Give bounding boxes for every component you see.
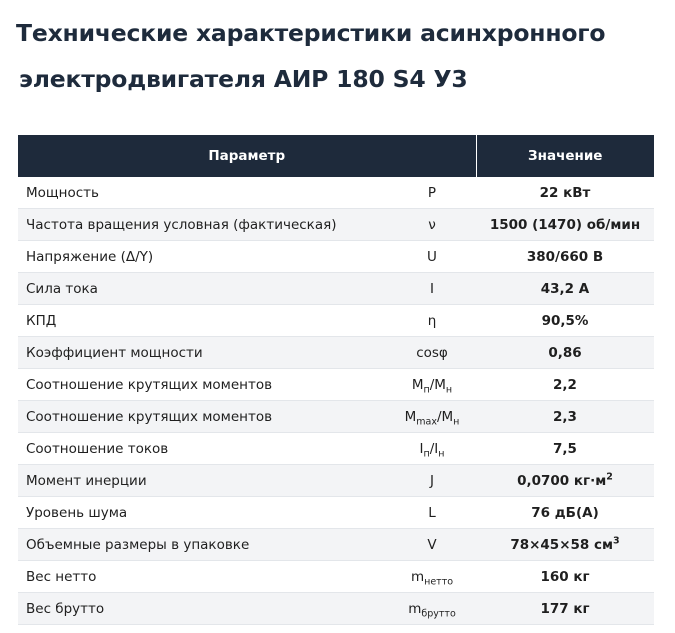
parameter-value xyxy=(476,593,654,625)
value-text: 0,86 xyxy=(548,344,582,361)
parameter-symbol xyxy=(388,497,476,529)
symbol-part-sym: m xyxy=(410,568,425,585)
table-row xyxy=(18,369,654,401)
table-row xyxy=(18,401,654,433)
value-superscript: 3 xyxy=(613,535,620,546)
table-header xyxy=(18,135,654,177)
parameter-name: Соотношение токов xyxy=(18,433,388,465)
parameter-value xyxy=(476,177,654,209)
parameter-value xyxy=(476,337,654,369)
symbol-part-sym2: /M xyxy=(429,376,446,393)
parameter-name: Коэффициент мощности xyxy=(18,337,388,369)
parameter-symbol xyxy=(388,529,476,561)
symbol-part-sym2-sub: н xyxy=(453,416,460,428)
parameter-value xyxy=(476,369,654,401)
parameter-name: Момент инерции xyxy=(18,465,388,497)
parameter-symbol xyxy=(388,465,476,497)
title-line-1: Технические характеристики асинхронного xyxy=(16,19,606,47)
parameter-value xyxy=(476,401,654,433)
parameter-symbol xyxy=(388,305,476,337)
parameter-symbol xyxy=(388,209,476,241)
value-text: 2,3 xyxy=(553,408,577,425)
value-text: 0,0700 кг·м xyxy=(517,472,607,489)
parameter-value xyxy=(476,209,654,241)
parameter-name: Уровень шума xyxy=(18,497,388,529)
value-text: 2,2 xyxy=(553,376,577,393)
symbol-part-sym: ν xyxy=(428,216,436,233)
parameter-name: Соотношение крутящих моментов xyxy=(18,401,388,433)
symbol-part-sym: U xyxy=(427,248,437,265)
symbol-part-sym: m xyxy=(408,600,422,617)
parameter-value xyxy=(476,529,654,561)
table-row xyxy=(18,273,654,305)
value-text: 177 кг xyxy=(540,600,590,617)
parameter-value xyxy=(476,241,654,273)
header-parameter: Параметр xyxy=(18,135,476,177)
parameter-name: Сила тока xyxy=(18,273,388,305)
table-row xyxy=(18,305,654,337)
table-row xyxy=(18,337,654,369)
symbol-part-sym: cosφ xyxy=(416,344,448,361)
symbol-part-sym-sub: нетто xyxy=(424,576,454,588)
value-text: 76 дБ(А) xyxy=(531,504,599,521)
value-text: 78×45×58 см xyxy=(510,536,614,553)
parameter-name: Частота вращения условная (фактическая) xyxy=(18,209,388,241)
symbol-part-sym2-sub: н xyxy=(438,448,445,460)
table-row xyxy=(18,529,654,561)
symbol-part-sym2: /I xyxy=(429,440,439,457)
parameter-symbol xyxy=(388,401,476,433)
symbol-part-sym: M xyxy=(411,376,424,393)
symbol-part-sym2-sub: н xyxy=(445,384,453,396)
parameter-name: Объемные размеры в упаковке xyxy=(18,529,388,561)
symbol-part-sym2: /M xyxy=(436,408,454,425)
page-title xyxy=(16,10,656,102)
title-line-2: электродвигателя АИР 180 S4 У3 xyxy=(19,65,468,93)
value-text: 90,5% xyxy=(541,312,589,329)
table-row xyxy=(18,433,654,465)
symbol-part-sym: V xyxy=(427,536,437,553)
symbol-part-sym: P xyxy=(427,184,437,201)
symbol-part-sym-sub: брутто xyxy=(421,608,456,620)
parameter-name: Соотношение крутящих моментов xyxy=(18,369,388,401)
parameter-symbol xyxy=(388,337,476,369)
header-row xyxy=(18,135,654,177)
value-text: 380/660 В xyxy=(526,248,604,265)
value-text: 7,5 xyxy=(553,440,577,457)
parameter-symbol xyxy=(388,273,476,305)
value-text: 160 кг xyxy=(540,568,590,585)
symbol-part-sym-sub: п xyxy=(423,384,430,396)
parameter-name: Вес нетто xyxy=(18,561,388,593)
symbol-part-sym: η xyxy=(427,312,437,329)
symbol-part-sym: J xyxy=(430,472,434,489)
parameter-name: Вес брутто xyxy=(18,593,388,625)
table-row xyxy=(18,209,654,241)
parameter-name: Мощность xyxy=(18,177,388,209)
parameter-value xyxy=(476,561,654,593)
symbol-part-sym: I xyxy=(430,280,434,297)
value-superscript: 2 xyxy=(606,471,613,482)
parameter-value xyxy=(476,273,654,305)
table-row xyxy=(18,561,654,593)
parameter-name: Напряжение (Δ/Y) xyxy=(18,241,388,273)
table-row xyxy=(18,497,654,529)
symbol-part-sym: L xyxy=(428,504,436,521)
parameter-symbol xyxy=(388,561,476,593)
parameter-name: КПД xyxy=(18,305,388,337)
parameter-symbol xyxy=(388,177,476,209)
symbol-part-sym-sub: п xyxy=(423,448,430,460)
table-row xyxy=(18,241,654,273)
parameter-value xyxy=(476,433,654,465)
parameter-value xyxy=(476,305,654,337)
table-row xyxy=(18,593,654,625)
parameter-value xyxy=(476,497,654,529)
value-text: 1500 (1470) об/мин xyxy=(489,216,641,233)
parameter-symbol xyxy=(388,593,476,625)
header-value: Значение xyxy=(476,135,654,177)
value-text: 43,2 А xyxy=(540,280,590,297)
symbol-part-sym-sub: max xyxy=(416,416,437,428)
parameter-symbol xyxy=(388,433,476,465)
parameter-value xyxy=(476,465,654,497)
symbol-part-sym: M xyxy=(404,408,417,425)
table-row xyxy=(18,177,654,209)
specifications-table xyxy=(18,135,654,625)
value-text: 22 кВт xyxy=(539,184,591,201)
parameter-symbol xyxy=(388,241,476,273)
parameter-symbol xyxy=(388,369,476,401)
table-row xyxy=(18,465,654,497)
table-body xyxy=(18,177,654,625)
symbol-part-sym: I xyxy=(419,440,424,457)
